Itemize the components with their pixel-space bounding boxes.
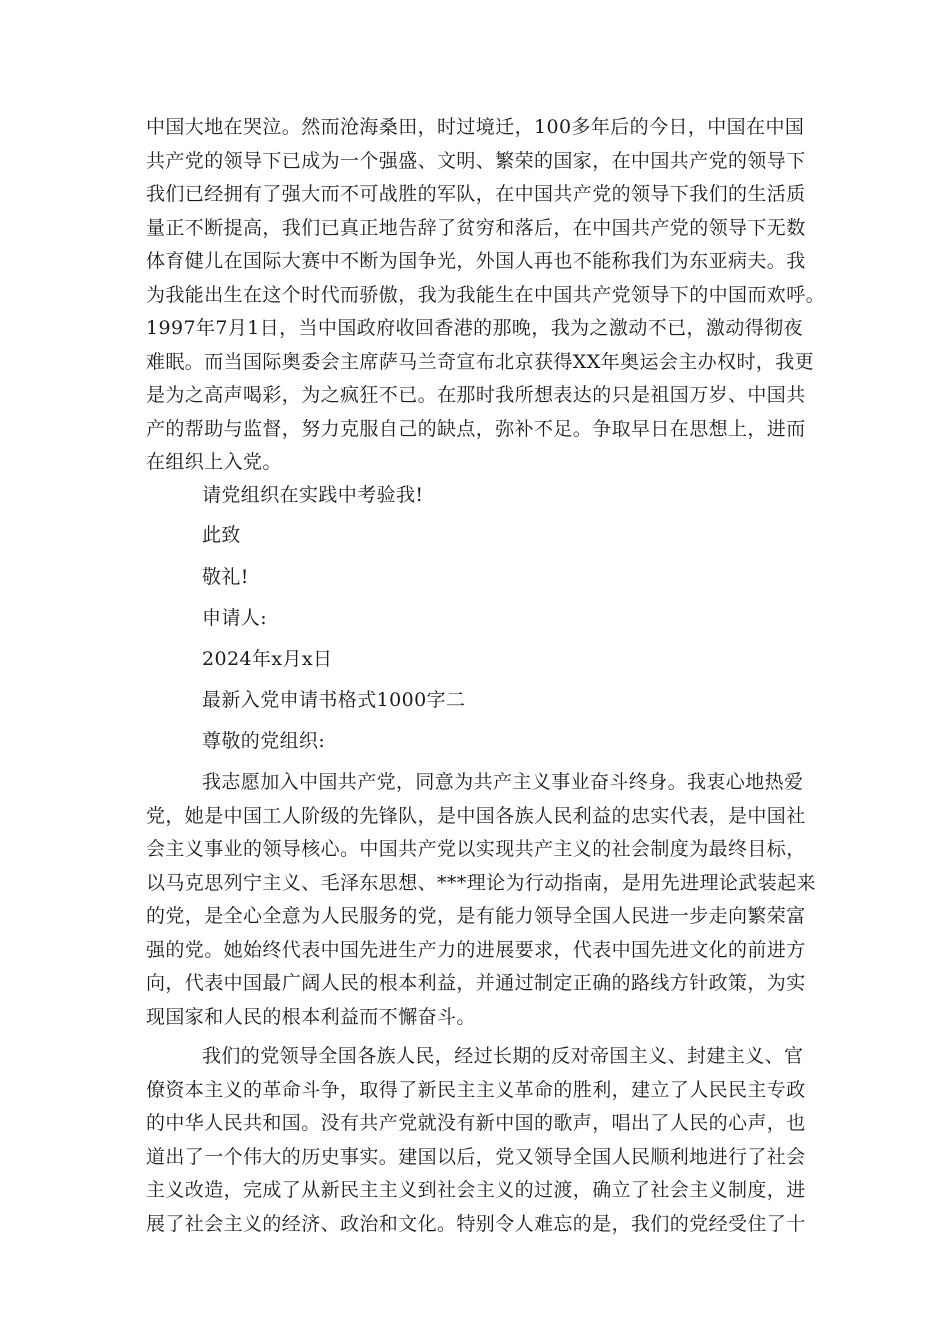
paragraph-line: 强的党。她始终代表中国先进生产力的进展要求，代表中国先进文化的前进方 [146, 938, 806, 961]
paragraph-line: 量正不断提高，我们已真正地告辞了贫穷和落后，在中国共产党的领导下无数 [146, 216, 806, 239]
paragraph-line: 是为之高声喝彩，为之疯狂不已。在那时我所想表达的只是祖国万岁、中国共 [146, 384, 806, 406]
respect-line: 敬礼! [202, 566, 249, 588]
paragraph-line: 我志愿加入中国共产党，同意为共产主义事业奋斗终身。我衷心地热爱 [202, 771, 804, 793]
paragraph-line: 体育健儿在国际大赛中不断为国争光，外国人再也不能称我们为东亚病夫。我 [146, 250, 806, 272]
date-line: 2024年x月x日 [202, 648, 333, 670]
paragraph-line: 的党，是全心全意为人民服务的党，是有能力领导全国人民进一步走向繁荣富 [146, 905, 806, 927]
request-line: 请党组织在实践中考验我! [202, 484, 424, 506]
paragraph-line: 向，代表中国最广阔人民的根本利益，并通过制定正确的路线方针政策，为实 [146, 972, 806, 994]
paragraph-line: 1997年7月1日，当中国政府收回香港的那晚，我为之激动不已，激动得彻夜 [146, 317, 803, 339]
paragraph-line: 我们的党领导全国各族人民，经过长期的反对帝国主义、封建主义、官 [202, 1045, 804, 1067]
paragraph-line: 在组织上入党。 [146, 451, 282, 473]
applicant-line: 申请人: [202, 607, 268, 629]
paragraph-line: 共产党的领导下已成为一个强盛、文明、繁荣的国家，在中国共产党的领导下 [146, 149, 806, 172]
paragraph-line: 难眠。而当国际奥委会主席萨马兰奇宣布北京获得XX年奥运会主办权时，我更 [146, 350, 815, 373]
paragraph-2 [146, 766, 816, 1034]
salutation-line: 此致 [202, 524, 241, 546]
paragraph-line: 的中华人民共和国。没有共产党就没有新中国的歌声，唱出了人民的心声，也 [146, 1112, 806, 1134]
paragraph-line: 党，她是中国工人阶级的先锋队，是中国各族人民利益的忠实代表，是中国社 [146, 804, 806, 827]
paragraph-line: 现国家和人民的根本利益而不懈奋斗。 [146, 1005, 476, 1028]
paragraph-line: 以马克思列宁主义、毛泽东思想、***理论为行动指南，是用先进理论武装起来 [146, 871, 816, 894]
paragraph-line: 中国大地在哭泣。然而沧海桑田，时过境迁，100多年后的今日，中国在中国 [146, 116, 805, 138]
section-title: 最新入党申请书格式1000字二 [202, 689, 466, 711]
paragraph-line: 主义改造，完成了从新民主主义到社会主义的过渡，确立了社会主义制度，进 [146, 1179, 806, 1201]
paragraph-line: 僚资本主义的革命斗争，取得了新民主主义革命的胜利，建立了人民民主专政 [146, 1078, 806, 1101]
paragraph-line: 产的帮助与监督，努力克服自己的缺点，弥补不足。争取早日在思想上，进而 [146, 417, 806, 440]
greeting-line: 尊敬的党组织: [202, 730, 326, 752]
paragraph-line: 展了社会主义的经济、政治和文化。特别令人难忘的是，我们的党经受住了十 [146, 1212, 806, 1235]
paragraph-line: 为我能出生在这个时代而骄傲，我为我能生在中国共产党领导下的中国而欢呼。 [146, 283, 826, 306]
paragraph-3 [146, 1040, 806, 1241]
paragraph-line: 我们已经拥有了强大而不可战胜的军队，在中国共产党的领导下我们的生活质 [146, 183, 806, 205]
paragraph-line: 道出了一个伟大的历史事实。建国以后，党又领导全国人民顺利地进行了社会 [146, 1145, 806, 1168]
paragraph-continuation [146, 111, 826, 480]
paragraph-line: 会主义事业的领导核心。中国共产党以实现共产主义的社会制度为最终目标， [146, 838, 806, 860]
